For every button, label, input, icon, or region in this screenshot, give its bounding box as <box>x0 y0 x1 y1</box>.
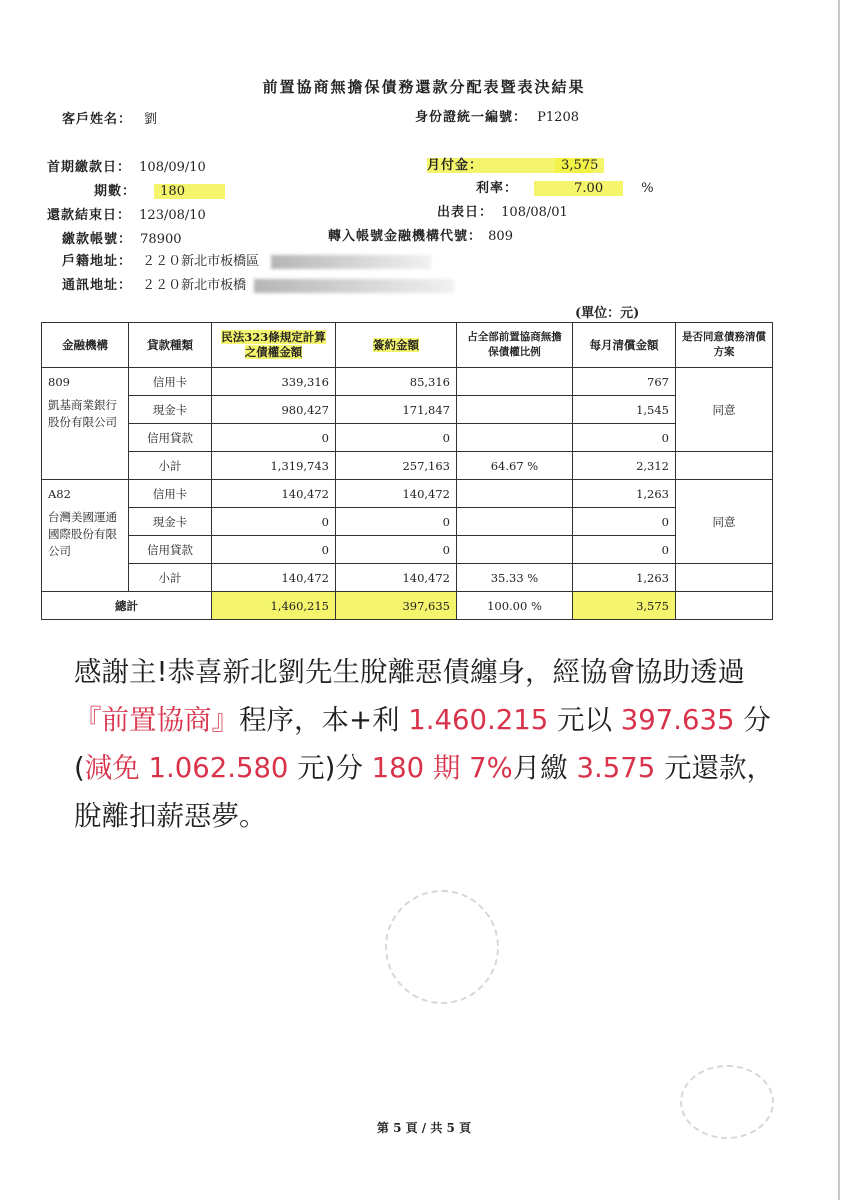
bank-code-field <box>328 225 513 244</box>
subtotal-row <box>42 452 773 480</box>
message-text: 感謝主!恭喜新北劉先生脫離惡債纏身，經協會協助透過 <box>74 656 746 688</box>
monthly-amount: 0 <box>573 424 676 452</box>
ratio <box>457 536 573 564</box>
message-terms: 180 期 7% <box>371 752 513 784</box>
institution-name: 台灣美國運通國際股份有限公司 <box>48 510 117 558</box>
table-row <box>42 480 773 508</box>
table-row <box>42 396 773 424</box>
ratio <box>457 368 573 396</box>
issue-date-label: 出表日： <box>437 205 494 220</box>
empty-cell <box>676 592 773 620</box>
periods-label: 期數： <box>94 184 137 199</box>
page-footer: 第 5 頁 / 共 5 頁 <box>376 1121 472 1135</box>
empty-cell <box>676 564 773 592</box>
account-field <box>62 228 182 247</box>
monthly-amount: 1,263 <box>573 564 676 592</box>
header-institution: 金融機構 <box>42 323 129 368</box>
allocation-table <box>41 322 773 620</box>
registered-address-value: ２２０新北市板橋區 <box>142 254 260 269</box>
faded-stamp <box>385 890 499 1004</box>
rate-value: 7.00 <box>534 181 623 196</box>
total-label: 總計 <box>42 592 212 620</box>
claim-amount: 0 <box>212 424 336 452</box>
mailing-address-value: ２２０新北市板橋 <box>142 278 247 293</box>
header-loan-type: 貸款種類 <box>129 323 212 368</box>
agreed-amount: 0 <box>336 508 457 536</box>
monthly-amount: 0 <box>573 508 676 536</box>
institution-cell <box>42 480 129 592</box>
header-ratio: 占全部前置協商無擔保債權比例 <box>457 323 573 368</box>
end-date-field <box>47 204 206 223</box>
first-payment-label: 首期繳款日： <box>47 160 132 175</box>
message-text: 月繳 <box>512 752 577 784</box>
periods-field <box>94 180 225 199</box>
monthly-payment-field <box>427 154 604 173</box>
institution-code: 809 <box>48 375 70 389</box>
monthly-payment-value: 3,575 <box>555 158 604 173</box>
mailing-address-field <box>62 274 454 293</box>
loan-type: 現金卡 <box>129 396 212 424</box>
loan-type: 小計 <box>129 452 212 480</box>
ratio: 64.67 % <box>457 452 573 480</box>
id-number-value: P1208 <box>537 110 579 125</box>
agreed-amount: 0 <box>336 536 457 564</box>
institution-cell <box>42 368 129 480</box>
table-row <box>42 536 773 564</box>
end-date-label: 還款結束日： <box>47 208 132 223</box>
claim-amount: 339,316 <box>212 368 336 396</box>
total-claim: 1,460,215 <box>212 592 336 620</box>
customer-name-field <box>62 108 157 127</box>
agreed-amount: 171,847 <box>336 396 457 424</box>
end-date-value: 123/08/10 <box>139 208 206 223</box>
monthly-amount: 2,312 <box>573 452 676 480</box>
mailing-address-label: 通訊地址： <box>62 278 133 293</box>
ratio <box>457 480 573 508</box>
agreed-amount: 0 <box>336 424 457 452</box>
table-row <box>42 508 773 536</box>
first-payment-field <box>47 156 206 175</box>
id-number-field <box>415 106 579 125</box>
agreed-amount: 140,472 <box>336 480 457 508</box>
total-ratio: 100.00 % <box>457 592 573 620</box>
message-text: 程序，本+利 <box>239 704 409 736</box>
document-title: 前置協商無擔保債務還款分配表暨表決結果 <box>262 78 586 96</box>
message-text: 分( <box>74 704 771 784</box>
bank-code-value: 809 <box>488 229 513 244</box>
table-row <box>42 368 773 396</box>
message-text: 元)分 <box>288 752 372 784</box>
ratio: 35.33 % <box>457 564 573 592</box>
loan-type: 信用貸款 <box>129 536 212 564</box>
periods-value: 180 <box>154 184 225 199</box>
claim-amount: 0 <box>212 508 336 536</box>
monthly-amount: 0 <box>573 536 676 564</box>
agreed-amount: 85,316 <box>336 368 457 396</box>
id-number-label: 身份證統一編號： <box>415 110 528 125</box>
message-monthly-amount: 3.575 <box>576 752 656 784</box>
monthly-amount: 1,263 <box>573 480 676 508</box>
monthly-amount: 767 <box>573 368 676 396</box>
institution-code: A82 <box>48 487 71 501</box>
agreed-amount: 257,163 <box>336 452 457 480</box>
issue-date-value: 108/08/01 <box>501 205 568 220</box>
account-value: 78900 <box>140 232 182 247</box>
unit-note: (單位：元) <box>575 306 640 321</box>
agreed-amount: 140,472 <box>336 564 457 592</box>
redaction-mark <box>254 279 454 293</box>
claim-amount: 1,319,743 <box>212 452 336 480</box>
subtotal-row <box>42 564 773 592</box>
message-text: 元還款，脫離扣薪惡夢。 <box>74 752 774 832</box>
table-header-row <box>42 323 773 368</box>
header-claim: 民法323條規定計算之債權金額 <box>212 323 336 368</box>
consent-cell: 同意 <box>676 368 773 452</box>
table-row <box>42 424 773 452</box>
claim-amount: 980,427 <box>212 396 336 424</box>
registered-address-field <box>62 250 431 269</box>
claim-amount: 0 <box>212 536 336 564</box>
rate-label: 利率： <box>476 181 519 196</box>
institution-name: 凱基商業銀行股份有限公司 <box>48 398 117 429</box>
redaction-mark <box>271 255 431 269</box>
total-row <box>42 592 773 620</box>
customer-name-value: 劉 <box>144 112 158 127</box>
loan-type: 現金卡 <box>129 508 212 536</box>
total-monthly: 3,575 <box>573 592 676 620</box>
consent-cell: 同意 <box>676 480 773 564</box>
ratio <box>457 508 573 536</box>
message-amount-original: 1.460.215 <box>408 704 549 736</box>
account-label: 繳款帳號： <box>62 232 133 247</box>
first-payment-value: 108/09/10 <box>139 160 206 175</box>
empty-cell <box>676 452 773 480</box>
loan-type: 信用貸款 <box>129 424 212 452</box>
rate-field <box>476 177 654 196</box>
claim-amount: 140,472 <box>212 564 336 592</box>
ratio <box>457 424 573 452</box>
header-monthly: 每月清償金額 <box>573 323 676 368</box>
loan-type: 信用卡 <box>129 480 212 508</box>
total-agreed: 397,635 <box>336 592 457 620</box>
testimonial-message <box>74 648 774 840</box>
message-amount-reduced: 減免 1.062.580 <box>84 752 289 784</box>
bank-code-label: 轉入帳號金融機構代號： <box>328 229 483 244</box>
header-consent: 是否同意債務清償方案 <box>676 323 773 368</box>
message-text: 元以 <box>548 704 621 736</box>
monthly-payment-label: 月付金： <box>427 158 593 173</box>
monthly-amount: 1,545 <box>573 396 676 424</box>
page-edge <box>838 0 840 1200</box>
message-amount-agreed: 397.635 <box>620 704 735 736</box>
loan-type: 信用卡 <box>129 368 212 396</box>
message-highlight: 『前置協商』 <box>74 704 239 736</box>
ratio <box>457 396 573 424</box>
customer-name-label: 客戶姓名： <box>62 112 133 127</box>
header-agreed: 簽約金額 <box>336 323 457 368</box>
claim-amount: 140,472 <box>212 480 336 508</box>
rate-unit: % <box>641 181 654 196</box>
registered-address-label: 戶籍地址： <box>62 254 133 269</box>
loan-type: 小計 <box>129 564 212 592</box>
issue-date-field <box>437 201 568 220</box>
